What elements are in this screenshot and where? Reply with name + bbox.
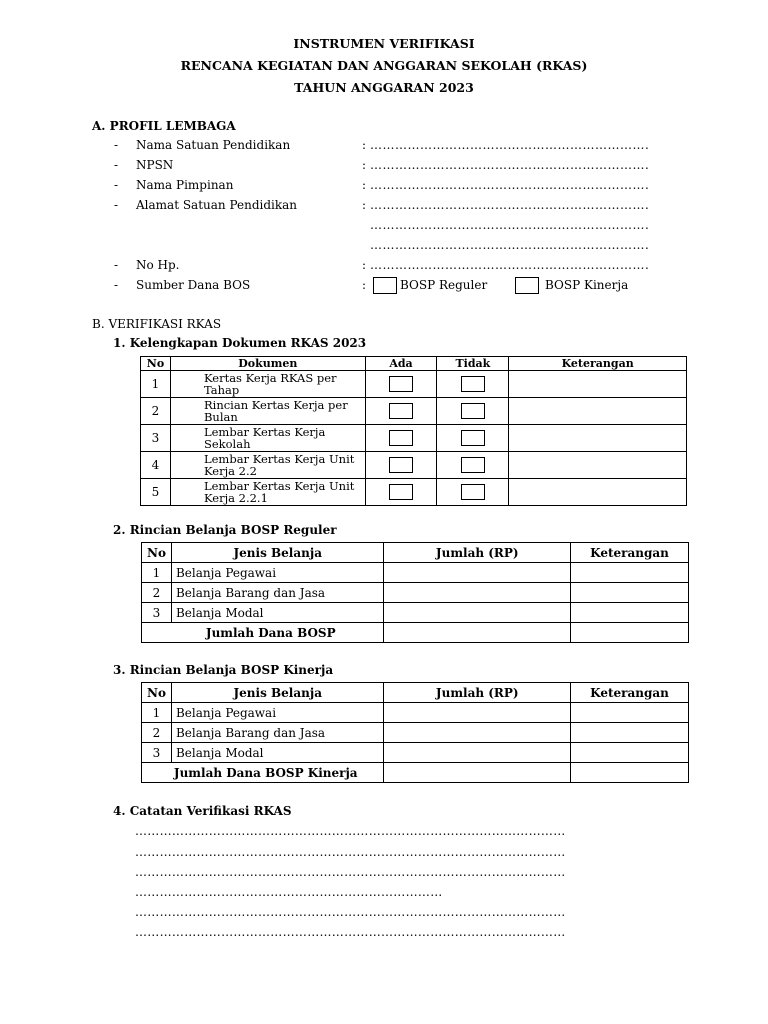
bosp-kinerja-table xyxy=(141,682,689,783)
keterangan-cell[interactable] xyxy=(571,763,689,783)
profile-label: NPSN xyxy=(136,158,174,172)
profile-label: Sumber Dana BOS xyxy=(136,278,251,292)
total-row xyxy=(142,623,689,643)
keterangan-cell[interactable] xyxy=(571,563,689,583)
dokumen-line: Lembar Kertas Kerja Unit xyxy=(203,479,355,493)
tidak-checkbox[interactable] xyxy=(461,403,485,419)
ada-cell xyxy=(365,371,437,398)
section-b-title: B. VERIFIKASI RKAS xyxy=(92,317,222,331)
dokumen-line: Rincian Kertas Kerja per xyxy=(203,398,348,412)
keterangan-cell[interactable] xyxy=(571,743,689,763)
jumlah-cell[interactable] xyxy=(384,703,571,723)
col-keterangan: Keterangan xyxy=(509,357,687,371)
row-no: 1 xyxy=(141,371,171,398)
dash-marker: - xyxy=(114,198,119,212)
table-row xyxy=(142,563,689,583)
col-ada: Ada xyxy=(365,357,437,371)
row-jenis-belanja: Belanja Barang dan Jasa xyxy=(171,723,384,743)
total-label: Jumlah Dana BOSP Kinerja xyxy=(142,763,384,783)
table-row xyxy=(141,479,687,506)
doc-title: INSTRUMEN VERIFIKASI xyxy=(293,36,475,51)
row-no: 2 xyxy=(142,723,172,743)
total-label: Jumlah Dana BOSP xyxy=(142,623,384,643)
jumlah-cell[interactable] xyxy=(384,723,571,743)
dash-marker: - xyxy=(114,278,119,292)
col-no: No xyxy=(142,683,172,703)
row-no: 2 xyxy=(141,398,171,425)
subsection-3-title: 3. Rincian Belanja BOSP Kinerja xyxy=(113,663,334,677)
note-line[interactable]: …………………………………………………………………………………………… xyxy=(135,824,566,838)
section-a-title: A. PROFIL LEMBAGA xyxy=(92,119,236,133)
tidak-cell xyxy=(437,452,509,479)
tidak-checkbox[interactable] xyxy=(461,376,485,392)
bosp-reguler-checkbox[interactable] xyxy=(373,277,397,294)
table-row xyxy=(141,398,687,425)
profile-label: Nama Pimpinan xyxy=(136,178,234,192)
row-no: 1 xyxy=(142,703,172,723)
ada-checkbox[interactable] xyxy=(389,403,413,419)
dokumen-line: Kerja 2.2 xyxy=(203,464,257,478)
row-no: 3 xyxy=(142,743,172,763)
ada-checkbox[interactable] xyxy=(389,484,413,500)
dokumen-line: Kerja 2.2.1 xyxy=(203,491,268,505)
table-header-row xyxy=(142,683,689,703)
tidak-cell xyxy=(437,425,509,452)
table-row xyxy=(141,371,687,398)
bosp-reguler-table xyxy=(141,542,689,643)
table-row xyxy=(141,452,687,479)
tidak-checkbox[interactable] xyxy=(461,457,485,473)
table-row xyxy=(142,583,689,603)
row-dokumen xyxy=(170,371,365,398)
col-jumlah: Jumlah (RP) xyxy=(384,683,571,703)
row-no: 5 xyxy=(141,479,171,506)
col-jenis-belanja: Jenis Belanja xyxy=(171,543,384,563)
note-line[interactable]: …………………………………………………………………………………………… xyxy=(135,925,566,939)
keterangan-cell[interactable] xyxy=(571,623,689,643)
jumlah-cell[interactable] xyxy=(384,583,571,603)
table-header-row xyxy=(142,543,689,563)
fill-dots[interactable]: …………………………………………………………. xyxy=(370,198,650,212)
bosp-kinerja-label: BOSP Kinerja xyxy=(545,278,629,292)
doc-year: TAHUN ANGGARAN 2023 xyxy=(294,80,474,95)
doc-subtitle: RENCANA KEGIATAN DAN ANGGARAN SEKOLAH (RKAS) xyxy=(180,58,588,73)
profile-label: Nama Satuan Pendidikan xyxy=(136,138,291,152)
row-jenis-belanja: Belanja Barang dan Jasa xyxy=(171,583,384,603)
note-line[interactable]: …………………………………………………………………………………………… xyxy=(135,905,566,919)
subsection-1-title: 1. Kelengkapan Dokumen RKAS 2023 xyxy=(113,336,367,350)
row-jenis-belanja: Belanja Modal xyxy=(171,743,384,763)
dokumen-line: Lembar Kertas Kerja Unit xyxy=(203,452,355,466)
dash-marker: - xyxy=(114,158,119,172)
keterangan-cell[interactable] xyxy=(571,603,689,623)
fill-dots[interactable]: …………………………………………………………. xyxy=(370,178,650,192)
dokumen-line: Tahap xyxy=(203,383,240,397)
col-jenis-belanja: Jenis Belanja xyxy=(171,683,384,703)
row-jenis-belanja: Belanja Pegawai xyxy=(171,563,384,583)
dash-marker: - xyxy=(114,138,119,152)
fill-dots[interactable]: …………………………………………………………. xyxy=(370,138,650,152)
table-row xyxy=(141,425,687,452)
ada-cell xyxy=(365,452,437,479)
fill-dots[interactable]: …………………………………………………………. xyxy=(370,158,650,172)
col-tidak: Tidak xyxy=(437,357,509,371)
table-row xyxy=(142,743,689,763)
jumlah-total-cell[interactable] xyxy=(384,763,571,783)
ada-checkbox[interactable] xyxy=(389,430,413,446)
tidak-cell xyxy=(437,398,509,425)
table-row xyxy=(142,703,689,723)
ada-cell xyxy=(365,398,437,425)
fill-dots[interactable]: …………………………………………………………. xyxy=(370,258,650,272)
jumlah-cell[interactable] xyxy=(384,743,571,763)
row-dokumen xyxy=(170,398,365,425)
ada-checkbox[interactable] xyxy=(389,457,413,473)
colon: : xyxy=(362,138,367,152)
row-dokumen xyxy=(170,479,365,506)
ada-cell xyxy=(365,479,437,506)
col-dokumen: Dokumen xyxy=(170,357,365,371)
keterangan-cell[interactable] xyxy=(509,479,687,506)
row-no: 1 xyxy=(142,563,172,583)
row-no: 3 xyxy=(141,425,171,452)
ada-cell xyxy=(365,425,437,452)
total-row xyxy=(142,763,689,783)
row-jenis-belanja: Belanja Pegawai xyxy=(171,703,384,723)
note-line[interactable]: ………………………………………………………………… xyxy=(135,885,443,899)
row-jenis-belanja: Belanja Modal xyxy=(171,603,384,623)
tidak-cell xyxy=(437,479,509,506)
fill-dots[interactable]: …………………………………………………………. xyxy=(370,218,650,232)
bosp-kinerja-checkbox[interactable] xyxy=(515,277,539,294)
note-line[interactable]: …………………………………………………………………………………………… xyxy=(135,865,566,879)
jumlah-cell[interactable] xyxy=(384,603,571,623)
tidak-checkbox[interactable] xyxy=(461,430,485,446)
keterangan-cell[interactable] xyxy=(571,723,689,743)
profile-label: No Hp. xyxy=(136,258,180,272)
col-keterangan: Keterangan xyxy=(571,543,689,563)
col-jumlah: Jumlah (RP) xyxy=(384,543,571,563)
keterangan-cell[interactable] xyxy=(509,425,687,452)
keterangan-cell[interactable] xyxy=(509,452,687,479)
row-no: 4 xyxy=(141,452,171,479)
colon: : xyxy=(362,198,367,212)
dokumen-line: Kertas Kerja RKAS per xyxy=(203,371,337,385)
note-line[interactable]: …………………………………………………………………………………………… xyxy=(135,845,566,859)
colon: : xyxy=(362,158,367,172)
tidak-checkbox[interactable] xyxy=(461,484,485,500)
dokumen-line: Sekolah xyxy=(203,437,251,451)
bosp-reguler-label: BOSP Reguler xyxy=(400,278,488,292)
ada-checkbox[interactable] xyxy=(389,376,413,392)
row-dokumen xyxy=(170,452,365,479)
colon: : xyxy=(362,178,367,192)
row-dokumen xyxy=(170,425,365,452)
subsection-2-title: 2. Rincian Belanja BOSP Reguler xyxy=(113,523,337,537)
keterangan-cell[interactable] xyxy=(509,398,687,425)
dokumen-line: Lembar Kertas Kerja xyxy=(203,425,326,439)
colon: : xyxy=(362,258,367,272)
col-no: No xyxy=(141,357,171,371)
document-checklist-table xyxy=(140,356,687,506)
col-keterangan: Keterangan xyxy=(571,683,689,703)
dokumen-line: Bulan xyxy=(203,410,238,424)
table-row xyxy=(142,723,689,743)
subsection-4-title: 4. Catatan Verifikasi RKAS xyxy=(113,804,292,818)
row-no: 3 xyxy=(142,603,172,623)
keterangan-cell[interactable] xyxy=(509,371,687,398)
keterangan-cell[interactable] xyxy=(571,583,689,603)
table-row xyxy=(142,603,689,623)
row-no: 2 xyxy=(142,583,172,603)
dash-marker: - xyxy=(114,258,119,272)
fill-dots[interactable]: …………………………………………………………. xyxy=(370,238,650,252)
table-header-row xyxy=(141,357,687,371)
col-no: No xyxy=(142,543,172,563)
profile-label: Alamat Satuan Pendidikan xyxy=(136,198,298,212)
jumlah-cell[interactable] xyxy=(384,563,571,583)
jumlah-total-cell[interactable] xyxy=(384,623,571,643)
tidak-cell xyxy=(437,371,509,398)
colon: : xyxy=(362,278,367,292)
dash-marker: - xyxy=(114,178,119,192)
keterangan-cell[interactable] xyxy=(571,703,689,723)
